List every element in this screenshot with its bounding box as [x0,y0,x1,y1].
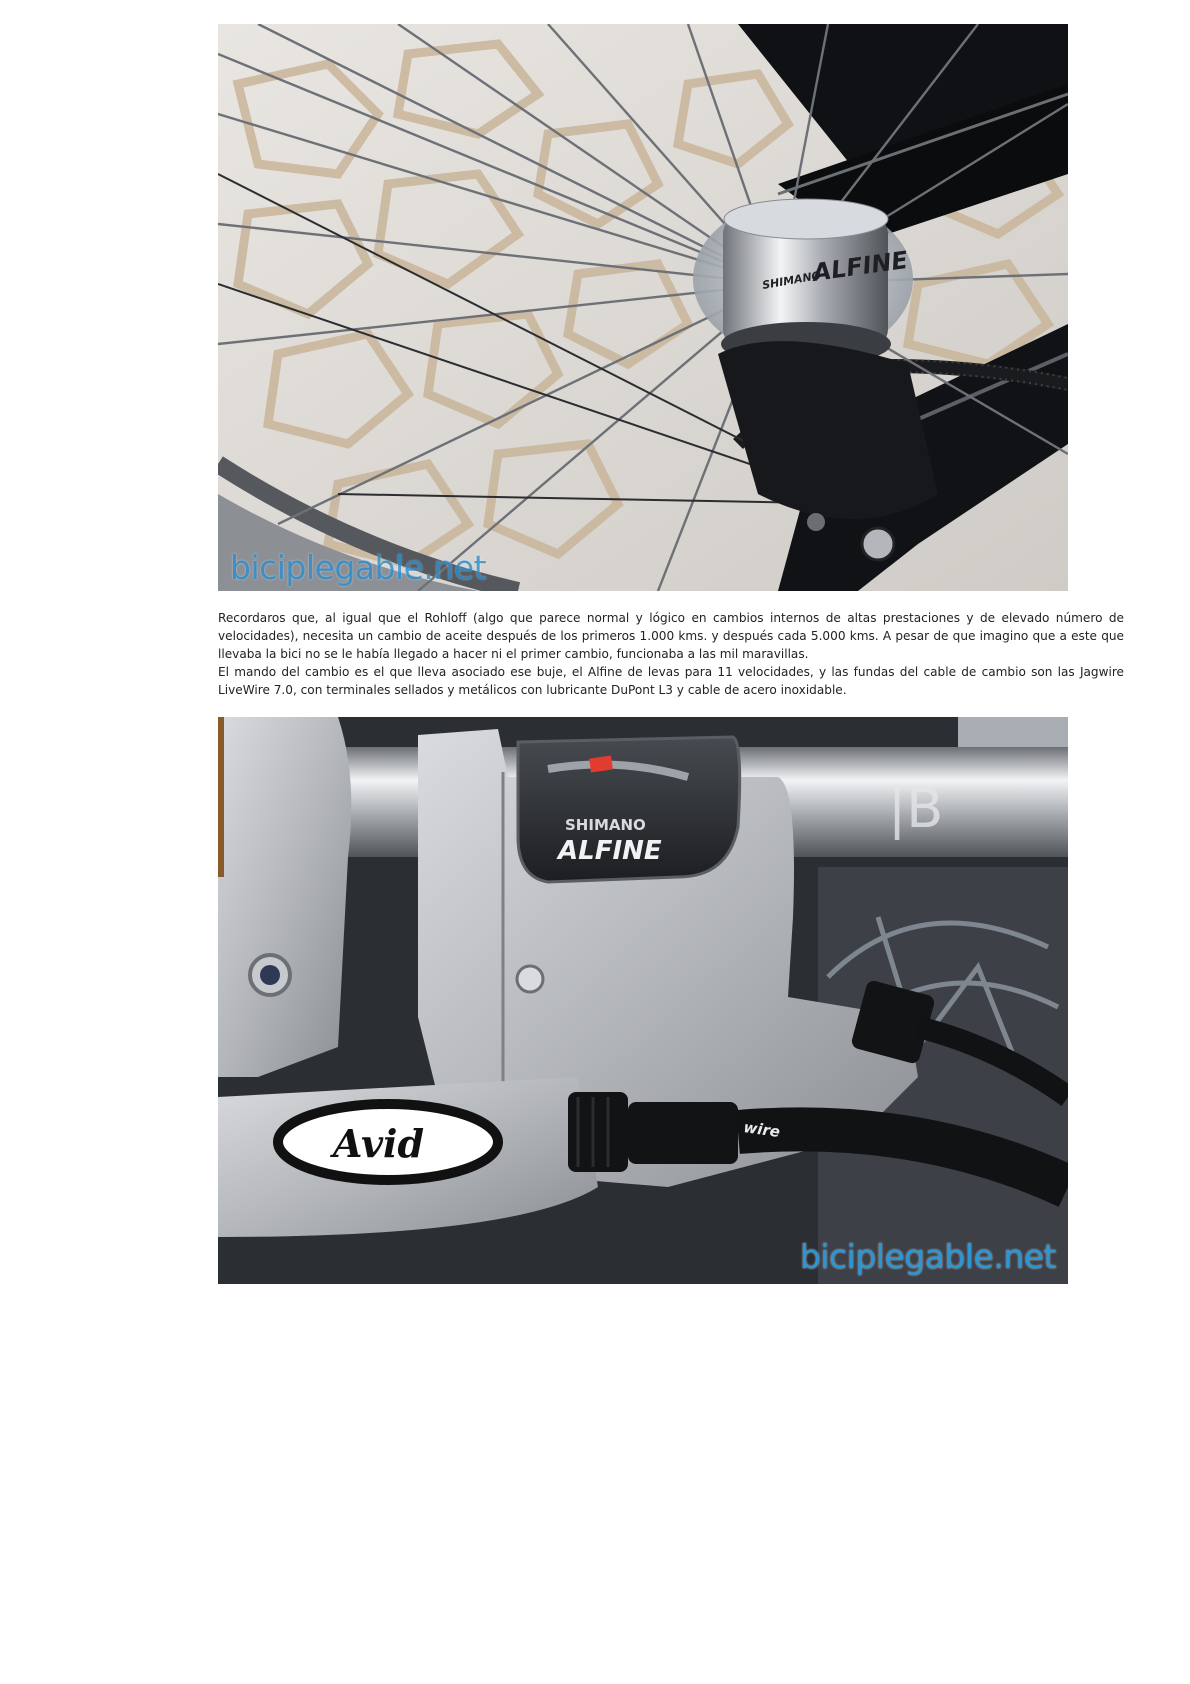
cable-brand-text: wire [742,1118,782,1142]
hub-brand-text: SHIMANO [761,268,822,292]
shifter-brand-text: SHIMANO [565,816,646,834]
hub-model-text: ALFINE [810,245,910,287]
lever-brand-text: Avid [333,1121,425,1166]
shifter-photo-illustration [218,717,1068,1284]
shifter-photo [218,717,1068,1284]
hub-photo-watermark: biciplegable.net [230,548,487,587]
article-paragraph: El mando del cambio es el que lleva asociado ese buje, el Alfine de levas para 11 velocidades, y las fundas del cable de cambio son las Jagwire LiveWire 7.0, con terminales sellados y metálicos con lubricante DuPont L3 y cable de acero inoxidable. [218,665,1124,697]
shifter-model-text: ALFINE [558,836,662,866]
article-paragraph: Recordaros que, al igual que el Rohloff (algo que parece normal y lógico en cambios internos de altas prestaciones y de elevado número de velocidades), necesita un cambio de aceite después de los primeros 1.000 kms. y después cada 5.000 kms. A pesar de que imagino que a este que llevaba la bici no se le había llegado a hacer ni el primer cambio, funcionaba a las mil maravillas. [218,611,1124,661]
hub-photo [218,24,1068,591]
article-text [218,609,1124,699]
handlebar-logo: |B [888,777,944,840]
hub-photo-illustration [218,24,1068,591]
shifter-photo-watermark: biciplegable.net [799,1237,1056,1276]
